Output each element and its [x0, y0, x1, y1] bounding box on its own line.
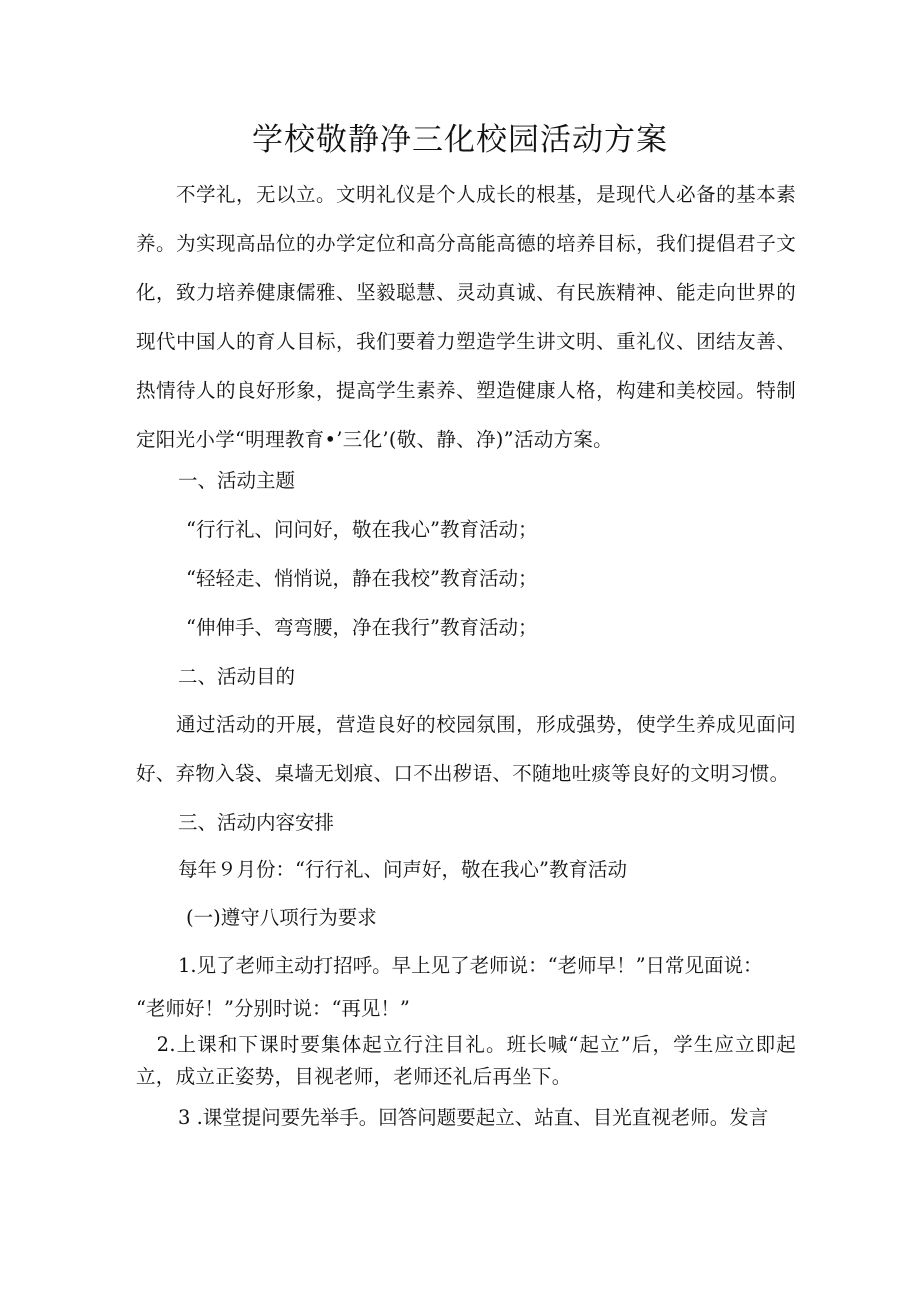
section-2-heading: 二、活动目的 — [178, 665, 296, 688]
intro-paragraph: 不学礼，无以立。文明礼仪是个人成长的根基，是现代人必备的基本素养。为实现高品位的办学定位和高分高能高德的培养目标，我们提倡君子文化，致力培养健康儒雅、坚毅聪慧、灵动真诚、有民族精神、能走向世界的现代中国人的育人目标，我们要着力塑造学生讲文明、重礼仪、团结友善、热情待人的良好形象，提高学生素养、塑造健康人格，构建和美校园。特制定阳光小学“明理教育•’三化’(敬、静、净)”活动方案。 — [136, 183, 796, 451]
section-1-heading: 一、活动主题 — [178, 469, 296, 492]
theme-item-1: “行行礼、问问好，敬在我心”教育活动； — [186, 518, 538, 541]
rule-2-paragraph: 2.上课和下课时要集体起立行注目礼。班长喊“起立”后，学生应立即起立，成立正姿势，目视老师，老师还礼后再坐下。 — [136, 1033, 796, 1088]
section-3-heading: 三、活动内容安排 — [178, 811, 335, 834]
theme-item-3: “伸伸手、弯弯腰，净在我行”教育活动； — [186, 616, 538, 639]
theme-item-2: “轻轻走、悄悄说，静在我校”教育活动； — [186, 567, 538, 590]
document-title: 学校敬静净三化校园活动方案 — [252, 122, 668, 158]
subsection-heading: (一)遵守八项行为要求 — [186, 906, 377, 929]
purpose-paragraph: 通过活动的开展，营造良好的校园氛围，形成强势，使学生养成见面问好、弃物入袋、桌墙无划痕、口不出秽语、不随地吐痰等良好的文明习惯。 — [136, 713, 796, 785]
rule-1-line-2: “老师好！”分别时说：“再见！” — [136, 997, 410, 1020]
september-activity: 每年９月份：“行行礼、问声好，敬在我心”教育活动 — [178, 858, 627, 881]
rule-1-line-1: 1.见了老师主动打招呼。早上见了老师说：“老师早！”日常见面说： — [178, 954, 763, 977]
rule-3-line: 3 .课堂提问要先举手。回答问题要起立、站直、目光直视老师。发言 — [178, 1106, 769, 1129]
